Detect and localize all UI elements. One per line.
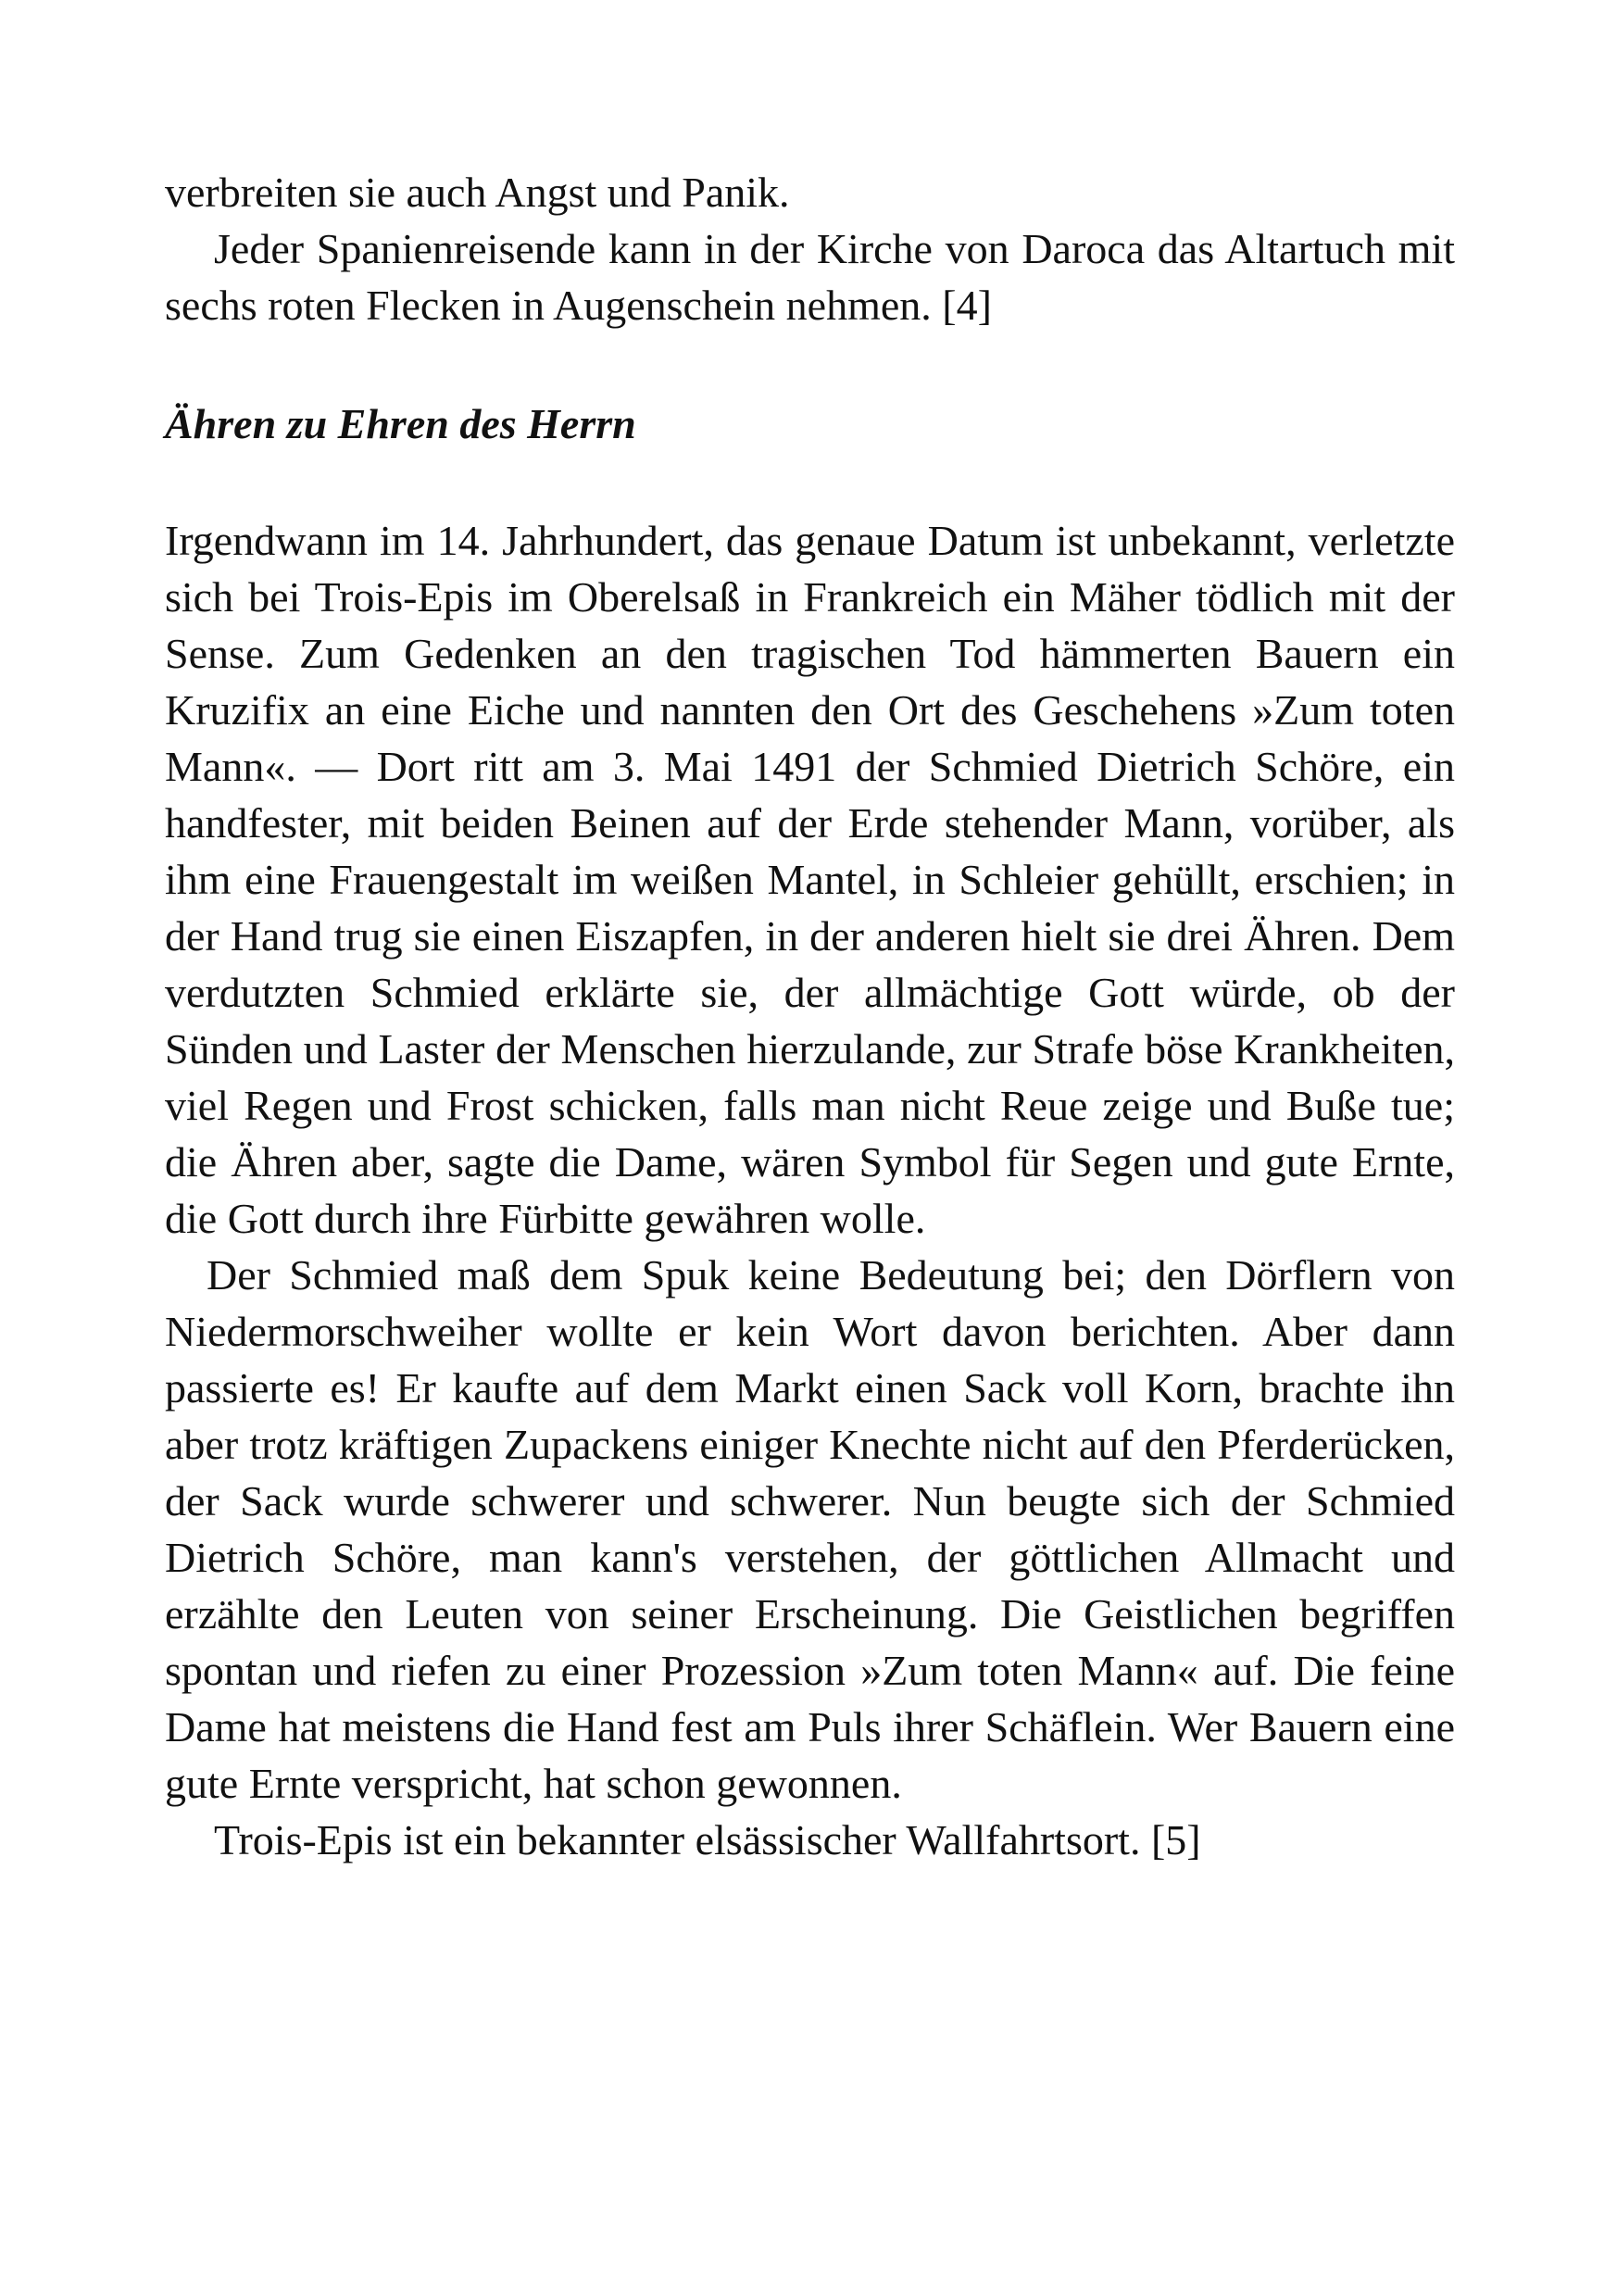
- intro-text: [165, 164, 1455, 333]
- paragraph-trois-epis: Trois-Epis ist ein bekannter elsässischer Wallfahrtsort. [5]: [214, 1816, 1201, 1863]
- paragraph-legend: Irgendwann im 14. Jahrhundert, das genaue Datum ist unbekannt, verletzte sich bei Trois-Epis im Oberelsaß in Frankreich ein Mäher tödlich mit der Sense. Zum Gedenken an den tragischen Tod hämmerten Bauern ein Kruzifix an eine Eiche und nannten den Ort des Geschehens »Zum toten Mann«. — Dort ritt am 3. Mai 1491 der Schmied Dietrich Schöre, ein handfester, mit beiden Beinen auf der Erde stehender Mann, vorüber, als ihm eine Frauengestalt im weißen Mantel, in Schleier gehüllt, erschien; in der Hand trug sie einen Eiszapfen, in der anderen hielt sie drei Ähren. Dem verdutzten Schmied erklärte sie, der allmächtige Gott würde, ob der Sünden und Laster der Menschen hierzulande, zur Strafe böse Krankheiten, viel Regen und Frost schicken, falls man nicht Reue zeige und Buße tue; die Ähren aber, sagte die Dame, wären Symbol für Segen und gute Ernte, die Gott durch ihre Fürbitte gewähren wolle.: [165, 517, 1455, 1242]
- paragraph-schmied: Der Schmied maß dem Spuk keine Bedeutung bei; den Dörflern von Niedermorschweiher wollte er kein Wort davon berichten. Aber dann passierte es! Er kaufte auf dem Markt einen Sack voll Korn, brachte ihn aber trotz kräftigen Zupackens einiger Knechte nicht auf den Pferderücken, der Sack wurde schwerer und schwerer. Nun beugte sich der Schmied Dietrich Schöre, man kann's verstehen, der göttlichen Allmacht und erzählte den Leuten von seiner Erscheinung. Die Geistlichen begriffen spontan und riefen zu einer Prozession »Zum toten Mann« auf. Die feine Dame hat meistens die Hand fest am Puls ihrer Schäflein. Wer Bauern eine gute Ernte verspricht, hat schon gewonnen.: [165, 1251, 1455, 1807]
- section-heading: Ähren zu Ehren des Herrn: [165, 400, 636, 447]
- paragraph-continuation: verbreiten sie auch Angst und Panik.: [165, 169, 790, 216]
- paragraph-daroca: Jeder Spanienreisende kann in der Kirche von Daroca das Altartuch mit sechs roten Flecken in Augenschein nehmen. [4]: [165, 225, 1455, 329]
- section-body: [165, 512, 1455, 1868]
